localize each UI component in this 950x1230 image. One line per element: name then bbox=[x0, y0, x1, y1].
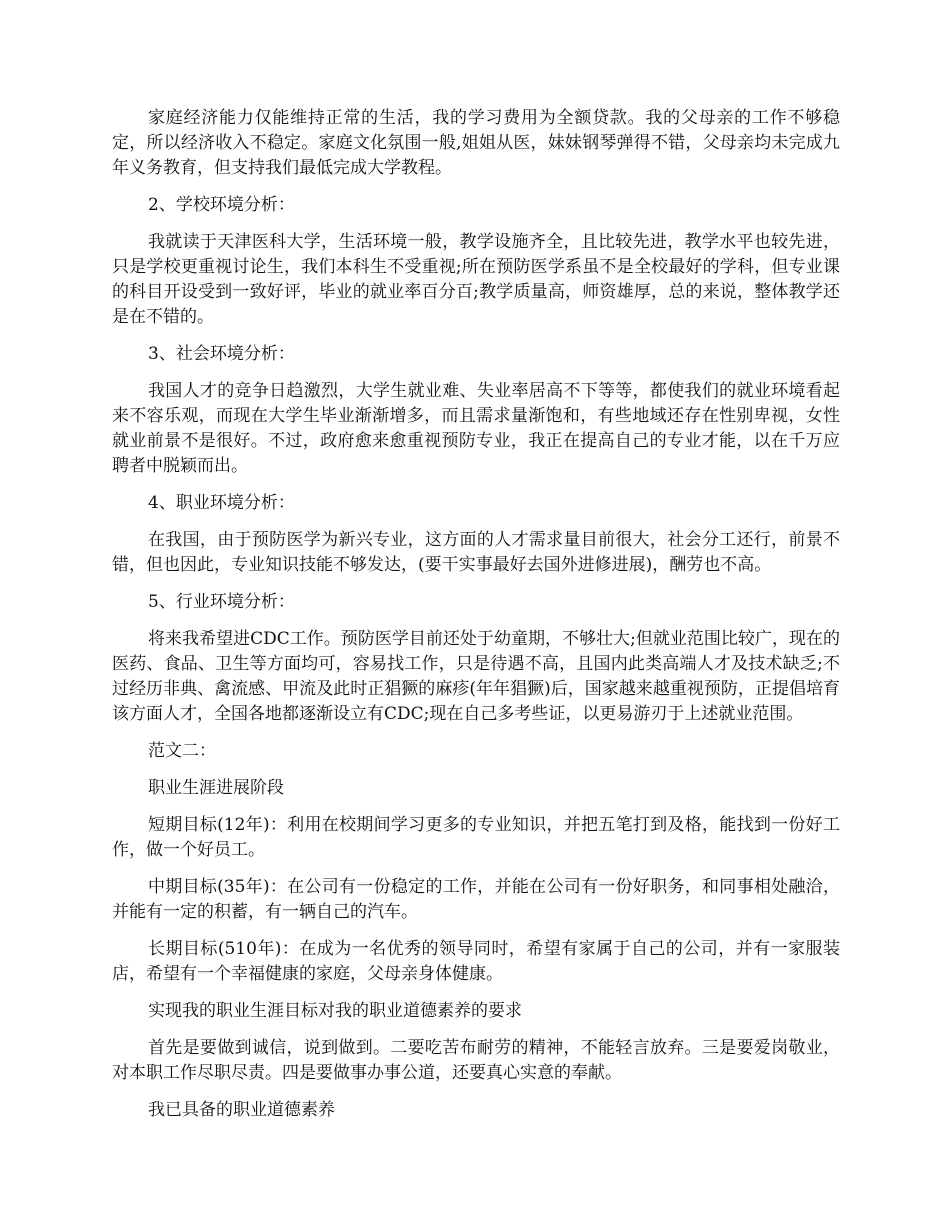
heading-sample-two: 范文二： bbox=[148, 741, 216, 761]
paragraph-career-environment: 在我国，由于预防医学为新兴专业，这方面的人才需求量目前很大，社会分工还行，前景不错，但也因此，专业知识技能不够发达，(要干实事最好去国外进修进展)，酬劳也不高。 bbox=[112, 530, 840, 575]
paragraph-short-term-goal: 短期目标(12年)：利用在校期间学习更多的专业知识，并把五笔打到及格，能找到一份好工作，做一个好员工。 bbox=[112, 815, 840, 860]
paragraph-school-environment: 我就读于天津医科大学，生活环境一般，教学设施齐全，且比较先进，教学水平也较先进，只是学校更重视讨论生，我们本科生不受重视;所在预防医学系虽不是全校最好的学科，但专业课的科目开设受到一致好评，毕业的就业率百分百;教学质量高，师资雄厚，总的来说，整体教学还是在不错的。 bbox=[112, 232, 840, 327]
heading-industry-environment: 5、行业环境分析： bbox=[148, 592, 295, 612]
heading-ethics-requirements: 实现我的职业生涯目标对我的职业道德素养的要求 bbox=[148, 1001, 522, 1021]
heading-social-environment: 3、社会环境分析： bbox=[148, 344, 295, 364]
paragraph-family-economy: 家庭经济能力仅能维持正常的生活，我的学习费用为全额贷款。我的父母亲的工作不够稳定，所以经济收入不稳定。家庭文化氛围一般,姐姐从医，妹妹钢琴弹得不错，父母亲均未完成九年义务教育，但支持我们最低完成大学教程。 bbox=[112, 108, 840, 178]
heading-career-stages: 职业生涯进展阶段 bbox=[148, 778, 284, 798]
paragraph-industry-environment: 将来我希望进CDC工作。预防医学目前还处于幼童期，不够壮大;但就业范围比较广，现在的医药、食品、卫生等方面均可，容易找工作，只是待遇不高，且国内此类高端人才及技术缺乏;不过经历非典、禽流感、甲流及此时正猖獗的麻疹(年年猖獗)后，国家越来越重视预防，正提倡培育该方面人才，全国各地都逐渐设立有CDC;现在自己多考些证，以更易游刃于上述就业范围。 bbox=[112, 629, 840, 724]
paragraph-mid-term-goal: 中期目标(35年)：在公司有一份稳定的工作，并能在公司有一份好职务，和同事相处融洽，并能有一定的积蓄，有一辆自己的汽车。 bbox=[112, 877, 840, 922]
document-page bbox=[112, 106, 840, 1135]
paragraph-long-term-goal: 长期目标(510年)：在成为一名优秀的领导同时，希望有家属于自己的公司，并有一家服装店，希望有一个幸福健康的家庭，父母亲身体健康。 bbox=[112, 939, 840, 984]
heading-school-environment: 2、学校环境分析： bbox=[148, 195, 295, 215]
paragraph-social-environment: 我国人才的竞争日趋激烈，大学生就业难、失业率居高不下等等，都使我们的就业环境看起来不容乐观，而现在大学生毕业渐渐增多，而且需求量渐饱和，有些地域还存在性别卑视，女性就业前景不是很好。不过，政府愈来愈重视预防专业，我正在提高自己的专业才能，以在千万应聘者中脱颖而出。 bbox=[112, 381, 840, 476]
heading-existing-ethics: 我已具备的职业道德素养 bbox=[148, 1100, 335, 1120]
paragraph-ethics-requirements: 首先是要做到诚信，说到做到。二要吃苦布耐劳的精神，不能轻言放弃。三是要爱岗敬业，对本职工作尽职尽责。四是要做事办事公道，还要真心实意的奉献。 bbox=[112, 1038, 840, 1083]
heading-career-environment: 4、职业环境分析： bbox=[148, 493, 295, 513]
